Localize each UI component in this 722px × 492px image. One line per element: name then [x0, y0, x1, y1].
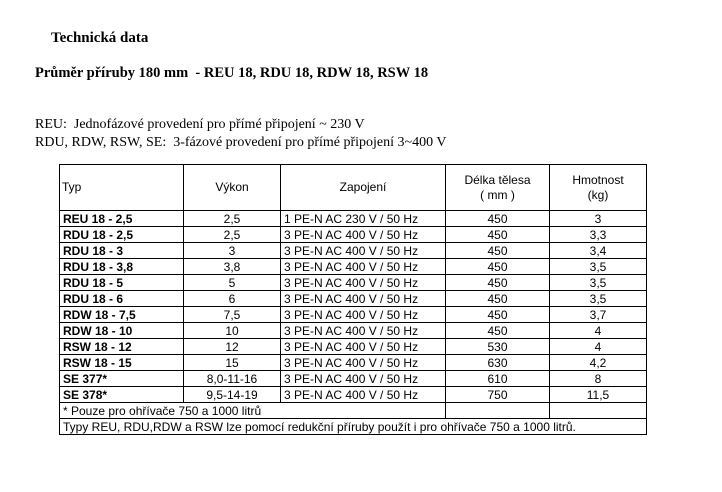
table-row: [60, 227, 647, 243]
cell-delka: 610: [446, 371, 550, 387]
cell-vykon: 3,8: [184, 259, 281, 275]
cell-delka: 450: [446, 307, 550, 323]
section-subtitle: Průměr příruby 180 mm - REU 18, RDU 18, RDW 18, RSW 18: [35, 65, 429, 81]
note-rdu: RDU, RDW, RSW, SE: 3-fázové provedení pro přímé připojení 3~400 V: [35, 135, 447, 150]
cell-hmotnost: 3,7: [550, 307, 647, 323]
table-row: [60, 307, 647, 323]
cell-vykon: 3: [184, 243, 281, 259]
cell-hmotnost: 4: [550, 339, 647, 355]
footnote-row: [60, 403, 647, 419]
cell-typ: RDW 18 - 10: [60, 323, 184, 339]
cell-vykon: 10: [184, 323, 281, 339]
table-row: [60, 387, 647, 403]
cell-vykon: 12: [184, 339, 281, 355]
cell-typ: RDU 18 - 2,5: [60, 227, 184, 243]
cell-vykon: 15: [184, 355, 281, 371]
header-zapojeni: Zapojení: [281, 165, 446, 211]
header-vykon: Výkon: [184, 165, 281, 211]
cell-zapojeni: 3 PE-N AC 400 V / 50 Hz: [281, 371, 446, 387]
cell-delka: 450: [446, 323, 550, 339]
cell-typ: RDU 18 - 3,8: [60, 259, 184, 275]
footer-row: [60, 419, 647, 435]
cell-hmotnost: 11,5: [550, 387, 647, 403]
cell-hmotnost: 3,4: [550, 243, 647, 259]
table-row: [60, 355, 647, 371]
table-row: [60, 275, 647, 291]
cell-hmotnost: 3,5: [550, 291, 647, 307]
cell-vykon: 6: [184, 291, 281, 307]
cell-vykon: 5: [184, 275, 281, 291]
header-delka-line1: Délka tělesa: [464, 172, 531, 187]
spec-table: [59, 164, 647, 435]
cell-typ: RSW 18 - 15: [60, 355, 184, 371]
cell-vykon: 8,0-11-16: [184, 371, 281, 387]
cell-delka: 450: [446, 243, 550, 259]
cell-vykon: 2,5: [184, 211, 281, 227]
cell-typ: SE 378*: [60, 387, 184, 403]
cell-zapojeni: 3 PE-N AC 400 V / 50 Hz: [281, 275, 446, 291]
cell-delka: 450: [446, 259, 550, 275]
header-delka: [446, 165, 550, 211]
footnote-empty-cell: [550, 403, 647, 419]
cell-delka: 450: [446, 275, 550, 291]
table-header-row: [60, 165, 647, 211]
cell-zapojeni: 3 PE-N AC 400 V / 50 Hz: [281, 243, 446, 259]
cell-vykon: 7,5: [184, 307, 281, 323]
note-reu: REU: Jednofázové provedení pro přímé připojení ~ 230 V: [35, 117, 365, 132]
footnote-cell: * Pouze pro ohřívače 750 a 1000 litrů: [60, 403, 446, 419]
cell-zapojeni: 3 PE-N AC 400 V / 50 Hz: [281, 339, 446, 355]
cell-delka: 450: [446, 227, 550, 243]
table-row: [60, 291, 647, 307]
cell-hmotnost: 4: [550, 323, 647, 339]
cell-zapojeni: 1 PE-N AC 230 V / 50 Hz: [281, 211, 446, 227]
cell-typ: RDU 18 - 3: [60, 243, 184, 259]
table-row: [60, 339, 647, 355]
cell-typ: SE 377*: [60, 371, 184, 387]
table-row: [60, 243, 647, 259]
cell-hmotnost: 4,2: [550, 355, 647, 371]
cell-delka: 450: [446, 291, 550, 307]
table-row: [60, 323, 647, 339]
page-title: Technická data: [51, 30, 149, 46]
cell-typ: RDW 18 - 7,5: [60, 307, 184, 323]
cell-typ: RSW 18 - 12: [60, 339, 184, 355]
cell-hmotnost: 3: [550, 211, 647, 227]
cell-typ: RDU 18 - 5: [60, 275, 184, 291]
cell-delka: 530: [446, 339, 550, 355]
cell-typ: REU 18 - 2,5: [60, 211, 184, 227]
cell-hmotnost: 3,5: [550, 259, 647, 275]
cell-zapojeni: 3 PE-N AC 400 V / 50 Hz: [281, 259, 446, 275]
cell-delka: 750: [446, 387, 550, 403]
cell-zapojeni: 3 PE-N AC 400 V / 50 Hz: [281, 355, 446, 371]
cell-delka: 630: [446, 355, 550, 371]
header-hmotnost-line2: (kg): [587, 187, 609, 202]
cell-zapojeni: 3 PE-N AC 400 V / 50 Hz: [281, 307, 446, 323]
header-delka-line2: ( mm ): [480, 187, 515, 202]
cell-zapojeni: 3 PE-N AC 400 V / 50 Hz: [281, 227, 446, 243]
cell-vykon: 2,5: [184, 227, 281, 243]
cell-hmotnost: 3,3: [550, 227, 647, 243]
cell-vykon: 9,5-14-19: [184, 387, 281, 403]
cell-zapojeni: 3 PE-N AC 400 V / 50 Hz: [281, 387, 446, 403]
footer-cell: Typy REU, RDU,RDW a RSW lze pomocí redukční příruby použít i pro ohřívače 750 a 1000 litrů.: [60, 419, 647, 435]
header-hmotnost: [550, 165, 647, 211]
table-row: [60, 259, 647, 275]
cell-zapojeni: 3 PE-N AC 400 V / 50 Hz: [281, 291, 446, 307]
cell-typ: RDU 18 - 6: [60, 291, 184, 307]
table-row: [60, 211, 647, 227]
header-typ: Typ: [60, 165, 184, 211]
cell-hmotnost: 3,5: [550, 275, 647, 291]
header-hmotnost-line1: Hmotnost: [572, 172, 624, 187]
table-row: [60, 371, 647, 387]
footnote-empty-cell: [446, 403, 550, 419]
cell-delka: 450: [446, 211, 550, 227]
cell-hmotnost: 8: [550, 371, 647, 387]
cell-zapojeni: 3 PE-N AC 400 V / 50 Hz: [281, 323, 446, 339]
